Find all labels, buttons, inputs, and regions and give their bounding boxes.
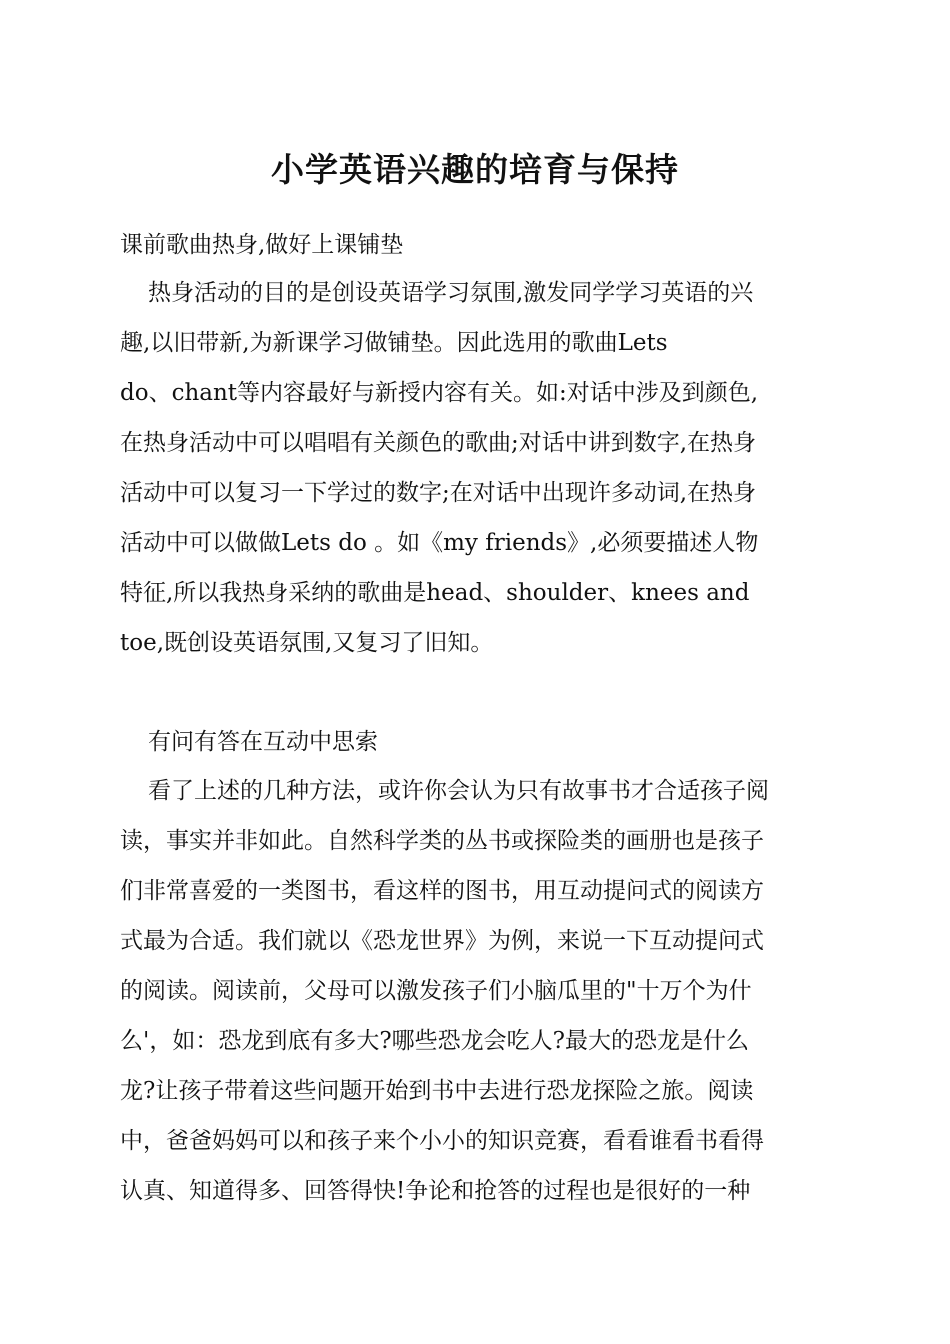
paragraph-line: 趣,以旧带新,为新课学习做铺垫。因此选用的歌曲Lets [120,330,668,356]
paragraph-line: 特征,所以我热身采纳的歌曲是head、shoulder、knees and [120,580,750,606]
paragraph-line: 热身活动的目的是创设英语学习氛围,激发同学学习英语的兴 [148,280,754,306]
paragraph-line: 认真、知道得多、回答得快!争论和抢答的过程也是很好的一种 [120,1178,751,1204]
paragraph-line: 龙?让孩子带着这些问题开始到书中去进行恐龙探险之旅。阅读 [120,1078,754,1104]
paragraph-line: 读，事实并非如此。自然科学类的丛书或探险类的画册也是孩子 [120,828,764,854]
paragraph-line: 们非常喜爱的一类图书，看这样的图书，用互动提问式的阅读方 [120,878,764,904]
paragraph-line: 在热身活动中可以唱唱有关颜色的歌曲;对话中讲到数字,在热身 [120,430,757,456]
paragraph-warmup [120,268,840,668]
paragraph-line: toe,既创设英语氛围,又复习了旧知。 [120,630,494,656]
paragraph-qa [120,766,840,1216]
paragraph-line: 中，爸爸妈妈可以和孩子来个小小的知识竞赛，看看谁看书看得 [120,1128,764,1154]
section-heading-warmup: 课前歌曲热身,做好上课铺垫 [120,232,404,258]
paragraph-line: 么'，如：恐龙到底有多大?哪些恐龙会吃人?最大的恐龙是什么 [120,1028,749,1054]
paragraph-line: do、chant等内容最好与新授内容有关。如:对话中涉及到颜色, [120,380,759,406]
document-title: 小学英语兴趣的培育与保持 [271,150,679,189]
paragraph-line: 的阅读。阅读前，父母可以激发孩子们小脑瓜里的"十万个为什 [120,978,752,1004]
paragraph-line: 活动中可以复习一下学过的数字;在对话中出现许多动词,在热身 [120,480,757,506]
paragraph-line: 式最为合适。我们就以《恐龙世界》为例，来说一下互动提问式 [120,928,764,954]
paragraph-line: 看了上述的几种方法，或许你会认为只有故事书才合适孩子阅 [148,778,769,804]
paragraph-line: 活动中可以做做Lets do 。如《my friends》,必须要描述人物 [120,530,759,556]
section-heading-qa: 有问有答在互动中思索 [148,729,378,755]
